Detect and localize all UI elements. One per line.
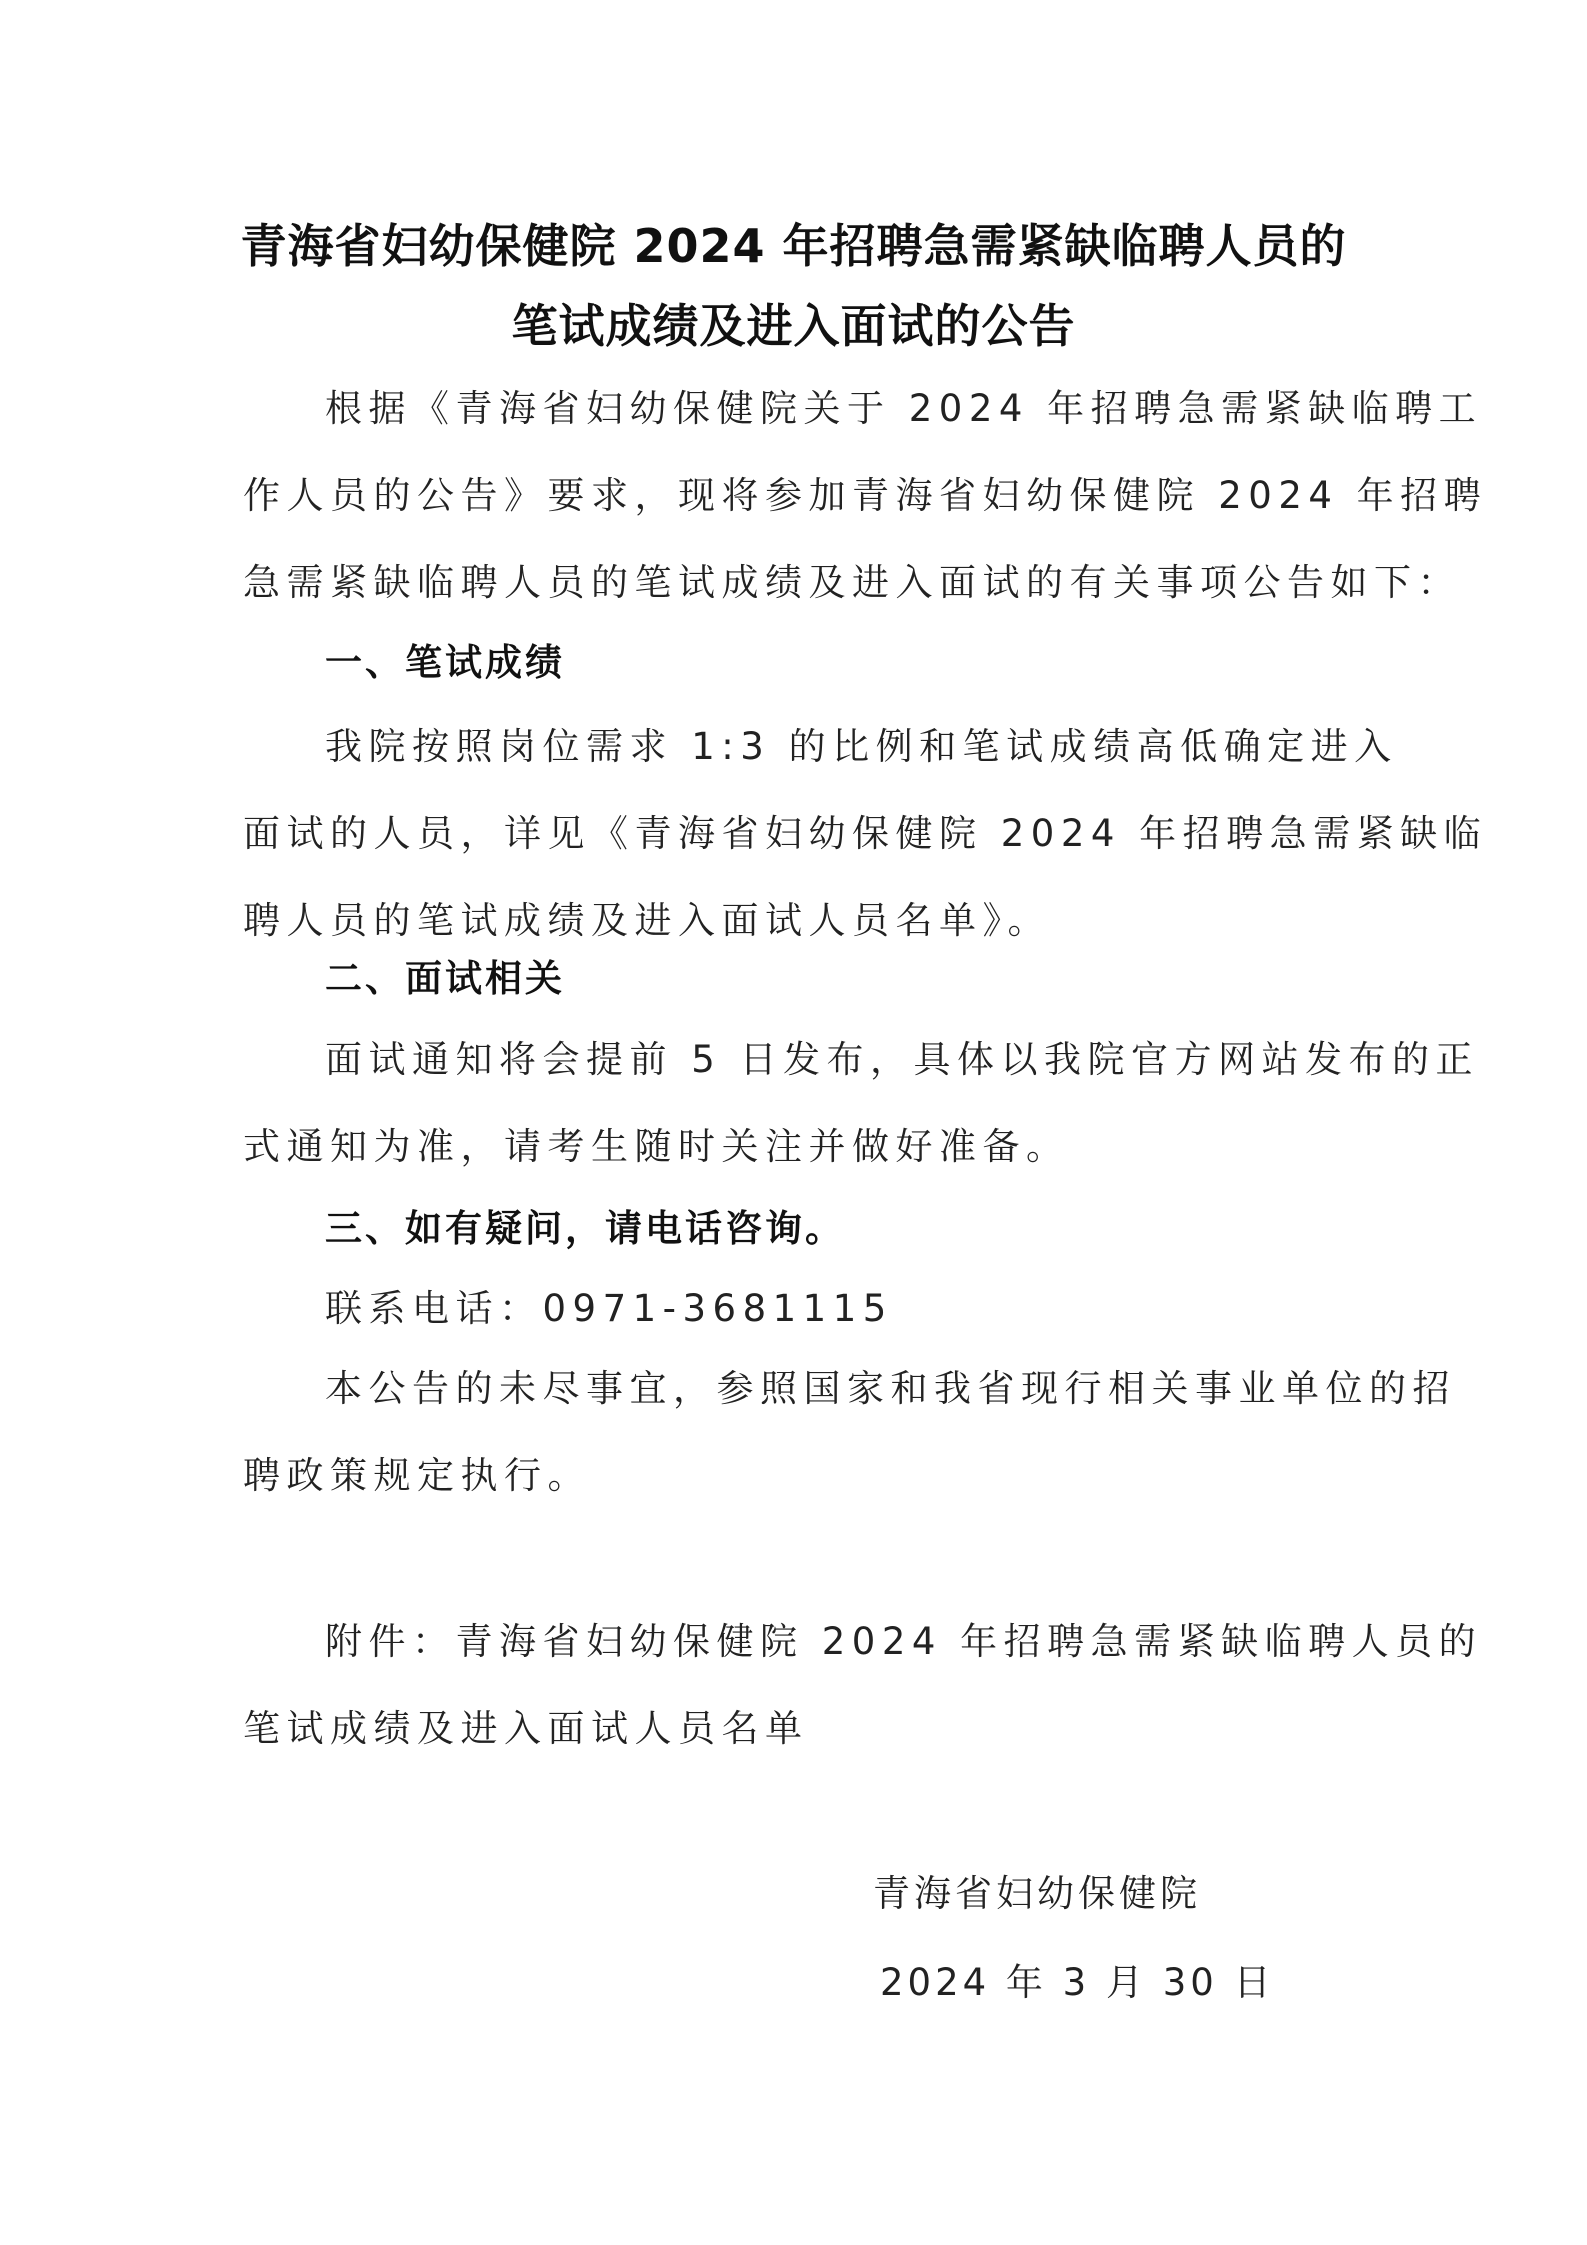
section1-line-3: 聘人员的笔试成绩及进入面试人员名单》。 <box>243 899 1051 942</box>
section-heading-inquiry: 三、如有疑问，请电话咨询。 <box>325 1207 845 1250</box>
section-heading-written-exam: 一、笔试成绩 <box>325 641 565 684</box>
section-heading-interview: 二、面试相关 <box>325 957 565 1000</box>
section2-line-1: 面试通知将会提前 5 日发布，具体以我院官方网站发布的正 <box>325 1038 1480 1081</box>
attachment-line-1: 附件：青海省妇幼保健院 2024 年招聘急需紧缺临聘人员的 <box>325 1620 1483 1663</box>
intro-line-3: 急需紧缺临聘人员的笔试成绩及进入面试的有关事项公告如下： <box>243 561 1461 604</box>
signature-organization: 青海省妇幼保健院 <box>873 1872 1201 1915</box>
signature-date: 2024 年 3 月 30 日 <box>880 1961 1275 2004</box>
section2-line-2: 式通知为准，请考生随时关注并做好准备。 <box>243 1125 1070 1168</box>
closing-line-2: 聘政策规定执行。 <box>243 1454 591 1497</box>
contact-phone: 联系电话：0971-3681115 <box>325 1287 893 1330</box>
intro-line-1: 根据《青海省妇幼保健院关于 2024 年招聘急需紧缺临聘工 <box>325 387 1483 430</box>
title-line-1: 青海省妇幼保健院 2024 年招聘急需紧缺临聘人员的 <box>240 219 1347 273</box>
section1-line-2: 面试的人员，详见《青海省妇幼保健院 2024 年招聘急需紧缺临 <box>243 812 1488 855</box>
attachment-line-2: 笔试成绩及进入面试人员名单 <box>243 1707 809 1750</box>
title-line-2: 笔试成绩及进入面试的公告 <box>511 299 1076 353</box>
intro-line-2: 作人员的公告》要求，现将参加青海省妇幼保健院 2024 年招聘 <box>243 474 1488 517</box>
section1-line-1: 我院按照岗位需求 1:3 的比例和笔试成绩高低确定进入 <box>325 725 1398 768</box>
closing-line-1: 本公告的未尽事宜，参照国家和我省现行相关事业单位的招 <box>325 1367 1456 1410</box>
